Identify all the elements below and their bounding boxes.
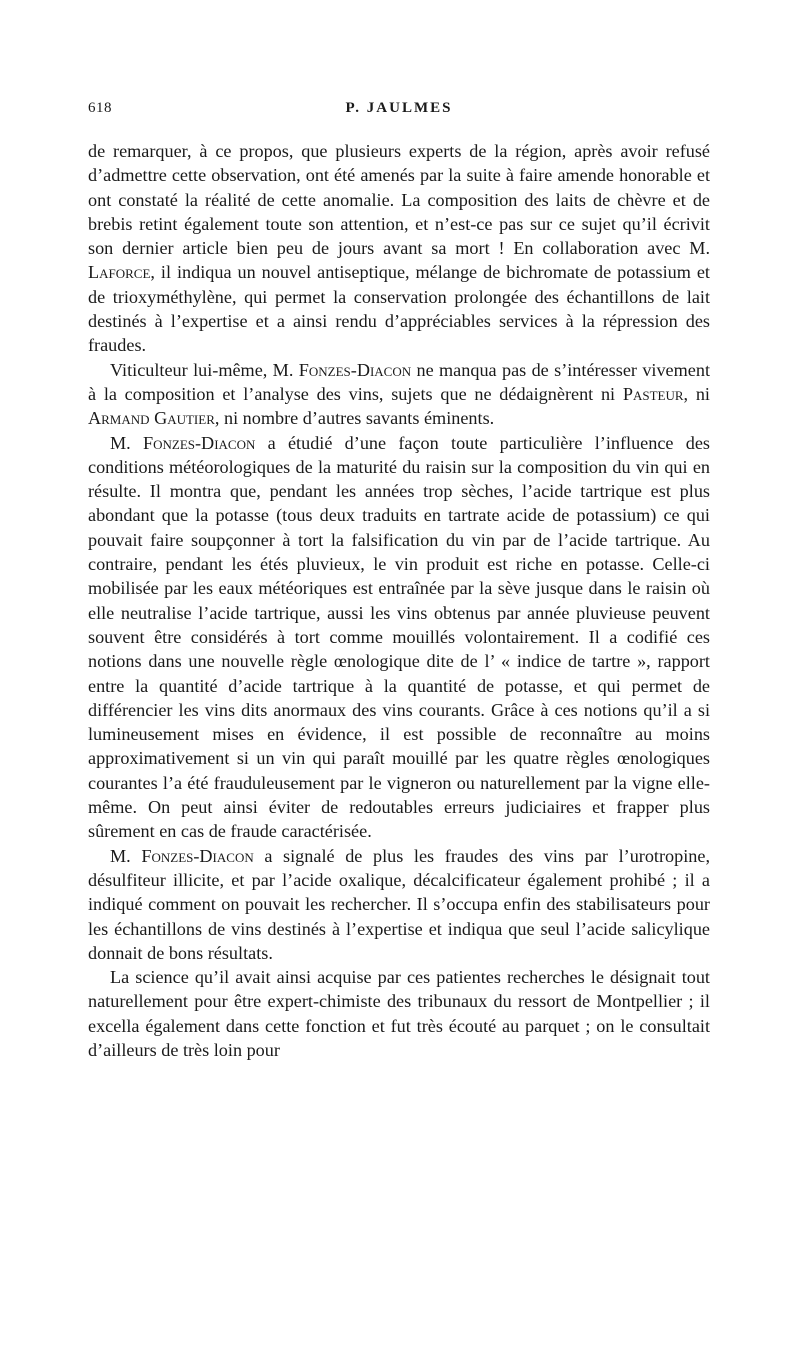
running-title: P. JAULMES: [345, 100, 453, 116]
paragraph: [88, 431, 710, 844]
text-run: , il indiqua un nouvel antiseptique, mélange de bichromate de potassium et de trioxyméthylène, qui permet la conservation prolongée des échantillons de lait destinés à l’expertise et a ainsi rendu d’appréciables services à la répression des fraudes.: [88, 262, 710, 356]
text-run: M.: [110, 845, 142, 866]
person-name: Fonzes-Diacon: [141, 845, 254, 866]
body-text: [88, 139, 710, 1062]
text-run: de remarquer, à ce propos, que plusieurs experts de la région, après avoir refusé d’admettre cette observation, ont été amenés par la suite à faire amende honorable et ont constaté la réalité de cette anomalie. La composition des laits de chèvre et de brebis retint également toute son attention, et n’est-ce pas sur ce sujet qu’il écrivit son dernier article bien peu de jours avant sa mort ! En collaboration avec M.: [88, 141, 710, 259]
person-name: Laforce: [88, 262, 151, 283]
text-run: , ni nombre d’autres savants éminents.: [214, 408, 495, 429]
text-run: ne manqua pas de s’intéresser vivement à la composition et l’analyse des vins, sujets que ne dédaignèrent ni: [88, 359, 710, 404]
text-run: , ni: [683, 383, 710, 404]
text-run: Viticulteur lui-même, M.: [110, 359, 299, 380]
paragraph: [88, 844, 710, 965]
paragraph: [88, 139, 710, 358]
text-run: a signalé de plus les fraudes des vins par l’urotropine, désulfiteur illicite, et par l’acide oxalique, décalcificateur également prohibé ; il a indiqué comment on pouvait les rechercher. Il s’occupa enfin des stabilisateurs pour les échantillons de vins destinés à l’expertise et indiqua que seul l’acide salicylique donnait de bons résultats.: [88, 845, 710, 963]
paragraph: [88, 965, 710, 1062]
running-head: [88, 100, 710, 126]
person-name: Pasteur: [622, 383, 684, 404]
person-name: Fonzes-Diacon: [143, 432, 256, 453]
paragraph: [88, 358, 710, 431]
text-run: a étudié d’une façon toute particulière l’influence des conditions météorologiques de la maturité du raisin sur la composition du vin qui en résulte. Il montra que, pendant les années trop sèches, l’acide tartrique est plus abondant que la potasse (tous deux traduits en tartrate acide de potassium) ce qui pouvait faire soupçonner à tort la falsification du vin par de l’acide tartrique. Au contraire, pendant les étés pluvieux, le vin produit est riche en potasse. Celle-ci mobilisée par les eaux météoriques est entraînée par la sève jusque dans le raisin où elle neutralise l’acide tartrique, aussi les vins obtenus par année pluvieuse peuvent souvent être considérés à tort comme mouillés volontairement. Il a codifié ces notions dans une nouvelle règle œnologique dite de l’ « indice de tartre », rapport entre la quantité d’acide tartrique à la quantité de potasse, et qui permet de différencier les vins dits anormaux des vins courants. Grâce à ces notions qu’il a si lumineusement mises en évidence, il est possible de reconnaître au moins approximativement si un vin qui paraît mouillé par les quatre règles œnologiques courantes l’a été frauduleusement par le vigneron ou naturellement par la vigne elle-même. On peut ainsi éviter de redoutables erreurs judiciaires et frapper plus sûrement en cas de fraude caractérisée.: [88, 432, 711, 842]
text-run: M.: [110, 432, 143, 453]
person-name: Fonzes-Diacon: [298, 359, 412, 380]
text-run: La science qu’il avait ainsi acquise par ces patientes recherches le désignait tout naturellement pour être expert-chimiste des tribunaux du ressort de Montpellier ; il excella également dans cette fonction et fut très écouté au parquet ; on le consultait d’ailleurs de très loin pour: [88, 967, 710, 1060]
page-number: 618: [88, 100, 112, 116]
person-name: Armand Gautier: [88, 408, 215, 429]
